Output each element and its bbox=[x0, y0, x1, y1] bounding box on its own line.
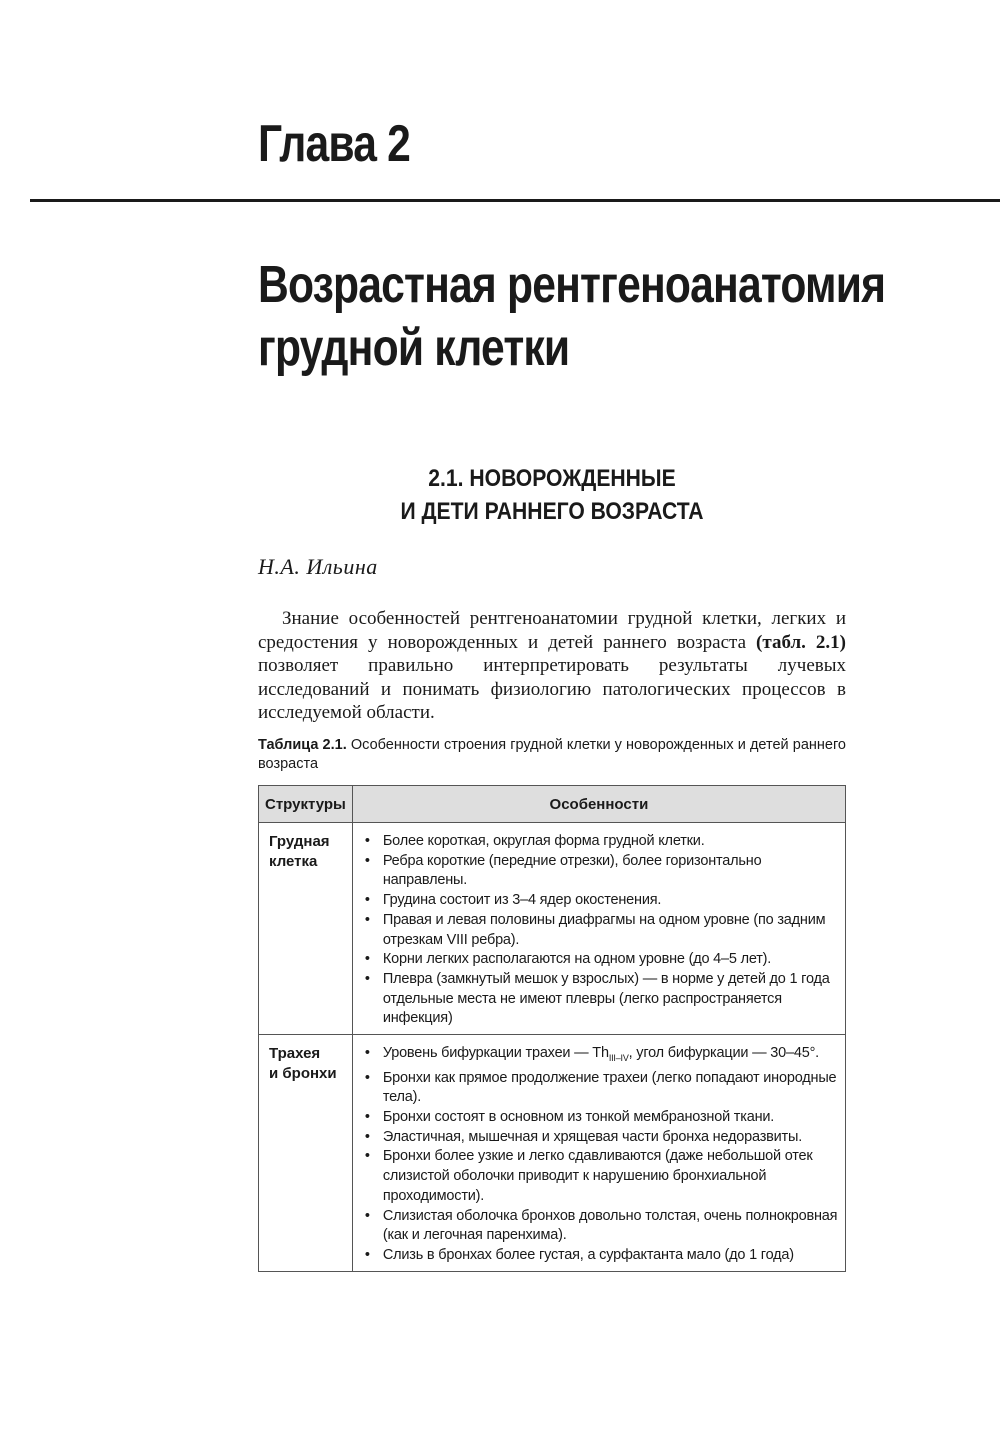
structure-line: клетка bbox=[269, 853, 318, 870]
chapter-title-line: грудной клетки bbox=[258, 319, 570, 377]
chapter-title bbox=[258, 254, 885, 380]
list-item: • Слизистая оболочка бронхов довольно толстая, очень полнокровная (как и легочная паренхима). bbox=[383, 1207, 839, 1246]
features-list bbox=[363, 1044, 839, 1266]
list-item: • Плевра (замкнутый мешок у взрослых) — в норме у детей до 1 года отдельные места не имеют плевры (легко распространяется инфекция) bbox=[383, 970, 839, 1029]
chapter-label: Глава 2 bbox=[258, 115, 411, 173]
list-item: • Ребра короткие (передние отрезки), более горизонтально направлены. bbox=[383, 852, 839, 891]
section-heading-line: И ДЕТИ РАННЕГО ВОЗРАСТА bbox=[400, 498, 704, 525]
list-item: • Грудина состоит из 3–4 ядер окостенения. bbox=[383, 891, 839, 911]
column-header-features: Особенности bbox=[352, 786, 845, 823]
chapter-divider bbox=[30, 199, 1000, 202]
structure-cell bbox=[259, 1035, 353, 1272]
vertebra-subscript: III–IV bbox=[608, 1052, 629, 1063]
list-item: • Бронхи более узкие и легко сдавливаются (даже небольшой отек слизистой оболочки приводит к нарушению бронхиальной проходимости). bbox=[383, 1147, 839, 1206]
table-row bbox=[259, 1035, 846, 1272]
table-caption-label: Таблица 2.1. bbox=[258, 737, 347, 753]
features-list bbox=[363, 832, 839, 1029]
author-name: Н.А. Ильина bbox=[258, 554, 378, 579]
features-cell bbox=[352, 1035, 845, 1272]
features-table bbox=[258, 785, 846, 1272]
column-header-structures: Структуры bbox=[259, 786, 353, 823]
list-item: • Бронхи состоят в основном из тонкой мембранозной ткани. bbox=[383, 1108, 839, 1128]
list-item: • Слизь в бронхах более густая, а сурфактанта мало (до 1 года) bbox=[383, 1246, 839, 1266]
chapter-title-line: Возрастная рентгеноанатомия bbox=[258, 256, 886, 314]
table-reference: (табл. 2.1) bbox=[756, 631, 846, 653]
list-item: • Эластичная, мышечная и хрящевая части бронха недоразвиты. bbox=[383, 1128, 839, 1148]
intro-text: Знание особенностей рентгеноанатомии грудной клетки, легких и средостения у новорожденных и детей раннего возраста bbox=[258, 608, 846, 653]
table-header-row bbox=[259, 786, 846, 823]
list-item bbox=[383, 1044, 839, 1069]
features-cell bbox=[352, 823, 845, 1035]
list-item: • Правая и левая половины диафрагмы на одном уровне (по задним отрезкам VIII ребра). bbox=[383, 911, 839, 950]
intro-text: позволяет правильно интерпретировать результаты лучевых исследований и понимать физиологию патологических процессов в исследуемой области. bbox=[258, 655, 846, 723]
bifurcation-text: Уровень бифуркации трахеи — Th bbox=[382, 1045, 609, 1062]
list-item: • Бронхи как прямое продолжение трахеи (легко попадают инородные тела). bbox=[383, 1069, 839, 1108]
list-item: • Корни легких располагаются на одном уровне (до 4–5 лет). bbox=[383, 950, 839, 970]
structure-line: и бронхи bbox=[269, 1065, 337, 1083]
structure-line: Грудная bbox=[269, 833, 330, 850]
structure-line: Трахея bbox=[269, 1045, 321, 1063]
table-row bbox=[259, 823, 846, 1035]
bifurcation-text: , угол бифуркации — 30–45°. bbox=[628, 1045, 819, 1062]
table-caption bbox=[258, 736, 846, 774]
intro-paragraph bbox=[258, 607, 846, 725]
section-heading bbox=[258, 462, 846, 528]
structure-cell bbox=[259, 823, 353, 1035]
section-heading-line: 2.1. НОВОРОЖДЕННЫЕ bbox=[428, 465, 676, 492]
table-caption-text: Особенности строения грудной клетки у новорожденных и детей раннего возраста bbox=[258, 737, 846, 772]
list-item: • Более короткая, округлая форма грудной клетки. bbox=[383, 832, 839, 852]
